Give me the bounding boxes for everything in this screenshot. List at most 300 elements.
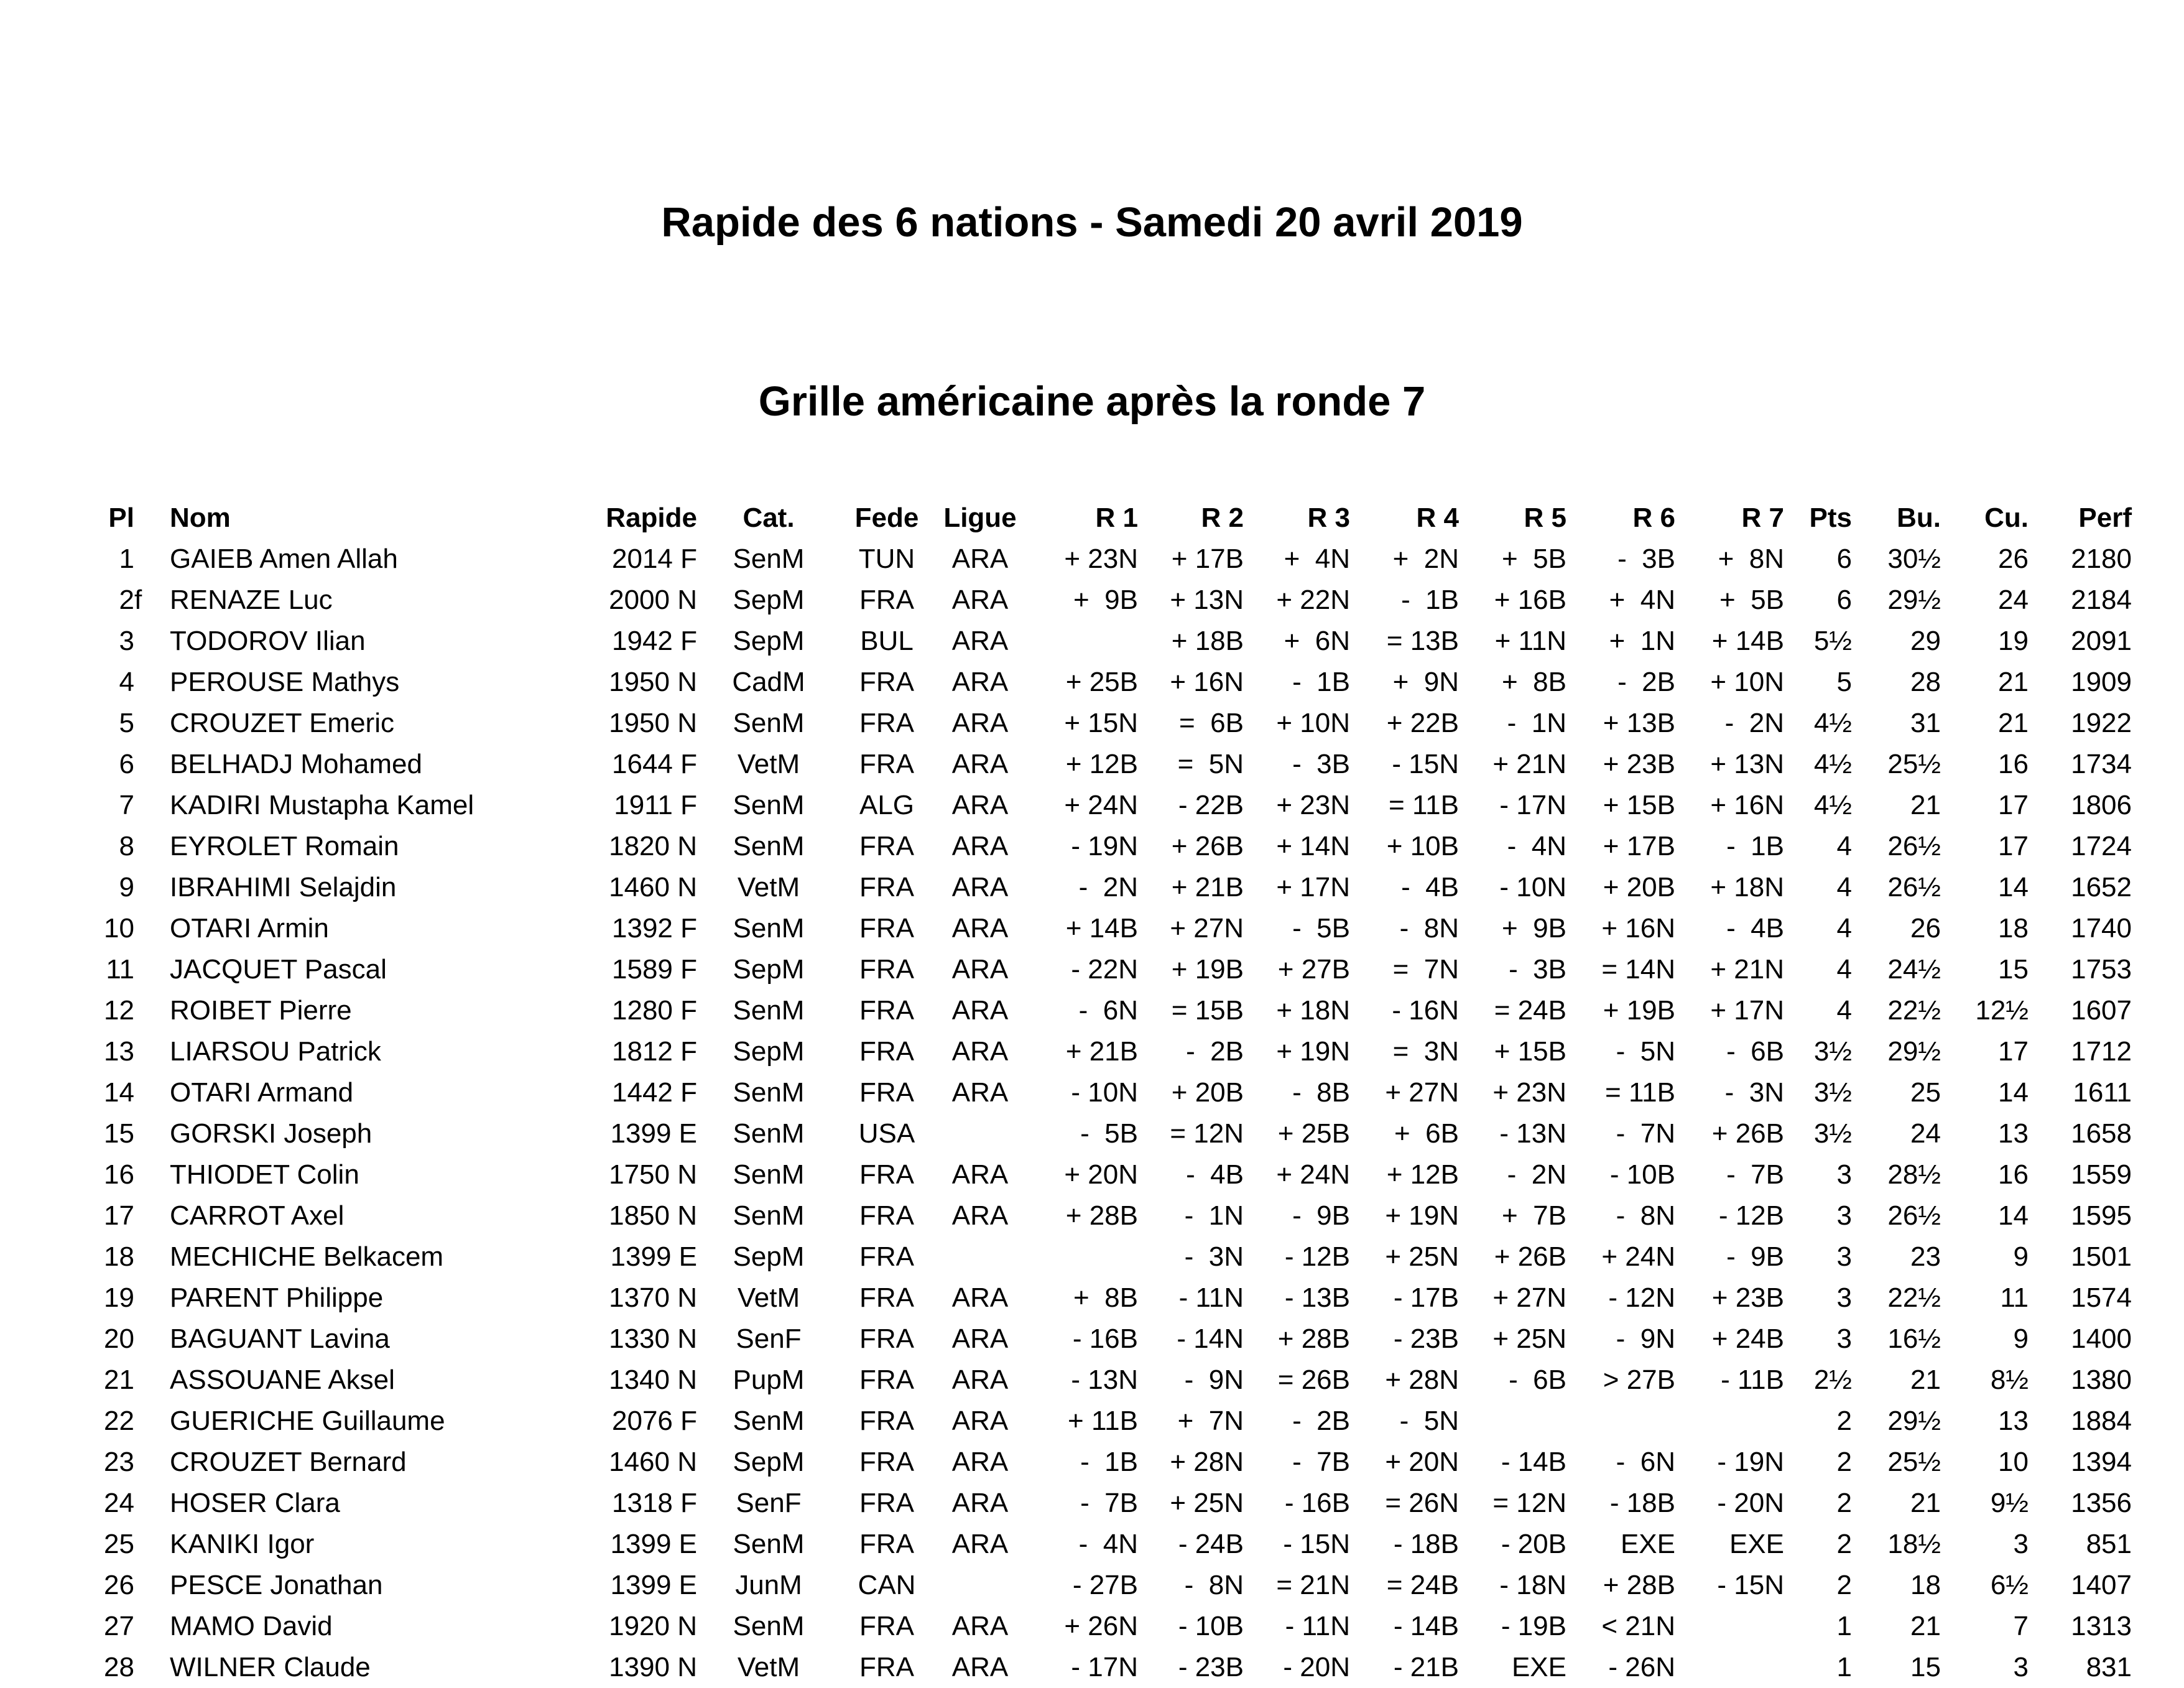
cumulative-cell: 10: [1998, 1447, 2029, 1477]
round-1-result-cell: + 26N: [1064, 1611, 1138, 1641]
buchholz-cell: 24½: [1887, 954, 1941, 985]
performance-cell: 1394: [2071, 1447, 2132, 1477]
round-6-result-cell: + 15B: [1603, 790, 1675, 820]
league-cell: ARA: [951, 1406, 1009, 1436]
round-1-result-cell: + 9B: [1073, 585, 1138, 615]
round-4-result-cell: - 16N: [1392, 995, 1459, 1026]
round-5-result-cell: + 11N: [1494, 626, 1566, 656]
player-name: JACQUET Pascal: [170, 954, 387, 985]
round-4-result-cell: = 26N: [1385, 1488, 1459, 1518]
federation-cell: FRA: [859, 1324, 914, 1354]
standings-table: [0, 498, 2132, 1688]
round-3-result-cell: - 13B: [1284, 1282, 1350, 1313]
federation-cell: BUL: [860, 626, 914, 656]
round-3-result-cell: = 26B: [1277, 1365, 1350, 1395]
performance-cell: 1313: [2071, 1611, 2132, 1641]
cumulative-cell: 9: [2013, 1241, 2029, 1272]
category-cell: VetM: [737, 1652, 800, 1682]
rating-cell: 2076 F: [612, 1406, 697, 1436]
federation-cell: FRA: [859, 954, 914, 985]
round-2-result-cell: + 13N: [1170, 585, 1244, 615]
league-cell: ARA: [951, 1200, 1009, 1231]
buchholz-cell: 21: [1910, 1611, 1941, 1641]
round-7-result-cell: + 26B: [1711, 1118, 1784, 1149]
points-cell: 2: [1836, 1406, 1852, 1436]
points-cell: 4: [1836, 995, 1852, 1026]
round-4-result-cell: = 11B: [1389, 790, 1459, 820]
buchholz-cell: 29½: [1887, 1406, 1941, 1436]
table-row: [0, 621, 2132, 662]
round-5-result-cell: + 26B: [1494, 1241, 1566, 1272]
round-3-result-cell: - 5B: [1292, 913, 1350, 944]
round-4-result-cell: = 13B: [1386, 626, 1459, 656]
round-6-result-cell: + 17B: [1603, 831, 1675, 861]
round-7-result-cell: [1675, 1401, 1784, 1442]
round-1-result-cell: + 12B: [1065, 749, 1138, 779]
points-cell: 2: [1836, 1488, 1852, 1518]
round-3-result-cell: - 16B: [1284, 1488, 1350, 1518]
round-4-result-cell: = 3N: [1392, 1036, 1459, 1067]
round-7-result-cell: - 2N: [1724, 708, 1784, 738]
cumulative-cell: 9: [2013, 1324, 2029, 1354]
cumulative-cell: 14: [1998, 1077, 2029, 1108]
place-cell: 24: [104, 1488, 134, 1518]
place-cell: 16: [104, 1159, 134, 1190]
points-cell: 3½: [1813, 1118, 1852, 1149]
title-flag-cell: [134, 1606, 170, 1647]
table-row: [0, 1195, 2132, 1236]
place-cell: 14: [104, 1077, 134, 1108]
table-row: [0, 1483, 2132, 1524]
performance-cell: 1574: [2071, 1282, 2132, 1313]
document-header: [0, 0, 2184, 491]
title-flag-cell: [134, 990, 170, 1031]
round-4-result-cell: - 1B: [1401, 585, 1459, 615]
league-cell: ARA: [951, 954, 1009, 985]
title-flag-cell: [134, 1195, 170, 1236]
round-7-result-cell: + 18N: [1710, 872, 1784, 902]
round-2-result-cell: - 22B: [1178, 790, 1244, 820]
player-name: LIARSOU Patrick: [170, 1036, 381, 1067]
title-flag-cell: [134, 1401, 170, 1442]
title-flag-cell: [134, 621, 170, 662]
buchholz-cell: 23: [1910, 1241, 1941, 1272]
round-2-result-cell: - 10B: [1178, 1611, 1244, 1641]
place-cell: 23: [104, 1447, 134, 1477]
table-row: [0, 785, 2132, 826]
round-7-result-cell: + 10N: [1710, 667, 1784, 697]
round-7-result-cell: + 8N: [1718, 544, 1784, 574]
round-7-result-cell: + 23B: [1711, 1282, 1784, 1313]
round-1-result-cell: - 17N: [1071, 1652, 1138, 1682]
col-header-buchholz: Bu.: [1897, 503, 1941, 533]
place-cell: 8: [119, 831, 134, 861]
round-6-result-cell: - 18B: [1609, 1488, 1675, 1518]
round-6-result-cell: - 26N: [1608, 1652, 1675, 1682]
federation-cell: FRA: [859, 872, 914, 902]
round-5-result-cell: + 15B: [1494, 1036, 1566, 1067]
buchholz-cell: 26½: [1887, 872, 1941, 902]
round-4-result-cell: = 24B: [1386, 1570, 1459, 1600]
round-6-result-cell: - 6N: [1616, 1447, 1675, 1477]
round-1-result-cell: - 5B: [1080, 1118, 1138, 1149]
player-name: TODOROV Ilian: [170, 626, 366, 656]
buchholz-cell: 24: [1910, 1118, 1941, 1149]
league-cell: ARA: [951, 585, 1009, 615]
round-5-result-cell: + 27N: [1492, 1282, 1566, 1313]
round-3-result-cell: + 22N: [1276, 585, 1350, 615]
round-3-result-cell: - 2B: [1292, 1406, 1350, 1436]
tournament-subtitle: Grille américaine après la ronde 7: [758, 378, 1426, 425]
rating-cell: 1330 N: [609, 1324, 697, 1354]
col-header-round-1: R 1: [1095, 503, 1138, 533]
player-name: PARENT Philippe: [170, 1282, 384, 1313]
round-3-result-cell: + 14N: [1276, 831, 1350, 861]
rating-cell: 1950 N: [609, 667, 697, 697]
cumulative-cell: 14: [1998, 872, 2029, 902]
round-2-result-cell: = 15B: [1171, 995, 1244, 1026]
points-cell: 5: [1836, 667, 1852, 697]
category-cell: SepM: [733, 1036, 805, 1067]
round-6-result-cell: + 16N: [1601, 913, 1675, 944]
buchholz-cell: 15: [1910, 1652, 1941, 1682]
place-cell: 27: [104, 1611, 134, 1641]
col-header-performance: Perf: [2078, 503, 2132, 533]
points-cell: 4½: [1813, 790, 1852, 820]
player-name: ASSOUANE Aksel: [170, 1365, 395, 1395]
performance-cell: 1734: [2071, 749, 2132, 779]
cumulative-cell: 7: [2013, 1611, 2029, 1641]
round-7-result-cell: [1675, 1647, 1784, 1688]
cumulative-cell: 12½: [1975, 995, 2029, 1026]
title-flag-cell: [134, 1278, 170, 1319]
cumulative-cell: 17: [1998, 1036, 2029, 1067]
title-flag-cell: [134, 908, 170, 949]
round-3-result-cell: - 12B: [1284, 1241, 1350, 1272]
federation-cell: FRA: [859, 1159, 914, 1190]
round-1-result-cell: - 10N: [1071, 1077, 1138, 1108]
col-header-round-3: R 3: [1307, 503, 1350, 533]
round-2-result-cell: - 23B: [1178, 1652, 1244, 1682]
round-7-result-cell: + 5B: [1719, 585, 1784, 615]
league-cell: [933, 1236, 1027, 1278]
player-name: GAIEB Amen Allah: [170, 544, 398, 574]
rating-cell: 1644 F: [612, 749, 697, 779]
federation-cell: FRA: [859, 1447, 914, 1477]
category-cell: SenM: [733, 1200, 805, 1231]
round-2-result-cell: - 1N: [1184, 1200, 1244, 1231]
col-header-federation: Fede: [854, 503, 919, 533]
round-3-result-cell: + 18N: [1276, 995, 1350, 1026]
title-flag-cell: [134, 1031, 170, 1072]
round-5-result-cell: + 25N: [1492, 1324, 1566, 1354]
federation-cell: FRA: [859, 831, 914, 861]
title-flag-cell: [134, 867, 170, 908]
league-cell: ARA: [951, 1529, 1009, 1559]
category-cell: PupM: [733, 1365, 805, 1395]
performance-cell: 1753: [2071, 954, 2132, 985]
place-cell: 6: [119, 749, 134, 779]
round-3-result-cell: + 4N: [1284, 544, 1350, 574]
player-name: PEROUSE Mathys: [170, 667, 400, 697]
round-4-result-cell: + 28N: [1385, 1365, 1459, 1395]
round-6-result-cell: = 11B: [1605, 1077, 1675, 1108]
round-4-result-cell: - 23B: [1393, 1324, 1459, 1354]
points-cell: 4: [1836, 872, 1852, 902]
place-cell: 17: [104, 1200, 134, 1231]
points-cell: 5½: [1813, 626, 1852, 656]
title-flag-cell: [134, 1647, 170, 1688]
round-4-result-cell: + 25N: [1385, 1241, 1459, 1272]
buchholz-cell: 18: [1910, 1570, 1941, 1600]
category-cell: SenM: [733, 1118, 805, 1149]
performance-cell: 2180: [2071, 544, 2132, 574]
points-cell: 1: [1836, 1611, 1852, 1641]
rating-cell: 1460 N: [609, 872, 697, 902]
category-cell: SenF: [736, 1324, 802, 1354]
round-5-result-cell: - 2N: [1507, 1159, 1566, 1190]
federation-cell: FRA: [859, 667, 914, 697]
title-flag-cell: [134, 1360, 170, 1401]
cumulative-cell: 3: [2013, 1652, 2029, 1682]
round-3-result-cell: = 21N: [1276, 1570, 1350, 1600]
federation-cell: FRA: [859, 1529, 914, 1559]
round-7-result-cell: - 6B: [1726, 1036, 1784, 1067]
round-5-result-cell: - 10N: [1499, 872, 1566, 902]
cumulative-cell: 16: [1998, 749, 2029, 779]
round-1-result-cell: - 27B: [1072, 1570, 1138, 1600]
cumulative-cell: 9½: [1990, 1488, 2029, 1518]
category-cell: VetM: [737, 749, 800, 779]
round-5-result-cell: = 24B: [1494, 995, 1566, 1026]
rating-cell: 1850 N: [609, 1200, 697, 1231]
place-cell: 28: [104, 1652, 134, 1682]
title-flag-cell: [134, 1154, 170, 1195]
points-cell: 6: [1836, 544, 1852, 574]
place-cell: 21: [104, 1365, 134, 1395]
performance-cell: 1407: [2071, 1570, 2132, 1600]
player-name: RENAZE Luc: [170, 585, 333, 615]
place-cell: 3: [119, 626, 134, 656]
round-4-result-cell: - 5N: [1399, 1406, 1459, 1436]
performance-cell: 1724: [2071, 831, 2132, 861]
title-flag-cell: [134, 1442, 170, 1483]
place-cell: 10: [104, 913, 134, 944]
round-1-result-cell: - 16B: [1072, 1324, 1138, 1354]
round-1-result-cell: + 21B: [1065, 1036, 1138, 1067]
round-5-result-cell: = 12N: [1492, 1488, 1566, 1518]
round-6-result-cell: - 5N: [1616, 1036, 1675, 1067]
round-1-result-cell: - 13N: [1071, 1365, 1138, 1395]
performance-cell: 851: [2086, 1529, 2132, 1559]
round-3-result-cell: + 17N: [1276, 872, 1350, 902]
round-5-result-cell: - 19B: [1501, 1611, 1566, 1641]
round-7-result-cell: [1675, 1606, 1784, 1647]
title-flag-cell: [134, 1319, 170, 1360]
table-row: [0, 1360, 2132, 1401]
rating-cell: 2014 F: [612, 544, 697, 574]
performance-cell: 1611: [2073, 1077, 2132, 1108]
table-row: [0, 1319, 2132, 1360]
round-5-result-cell: - 13N: [1499, 1118, 1566, 1149]
points-cell: 3½: [1813, 1036, 1852, 1067]
round-6-result-cell: > 27B: [1603, 1365, 1675, 1395]
round-3-result-cell: + 27B: [1277, 954, 1350, 985]
table-row: [0, 662, 2132, 703]
federation-cell: FRA: [859, 708, 914, 738]
buchholz-cell: 29: [1910, 626, 1941, 656]
buchholz-cell: 30½: [1887, 544, 1941, 574]
round-5-result-cell: + 8B: [1502, 667, 1566, 697]
rating-cell: 1942 F: [612, 626, 697, 656]
round-1-result-cell: + 8B: [1073, 1282, 1138, 1313]
round-7-result-cell: - 11B: [1721, 1365, 1784, 1395]
round-6-result-cell: + 24N: [1601, 1241, 1675, 1272]
round-1-result-cell: - 6N: [1078, 995, 1138, 1026]
round-7-result-cell: - 19N: [1717, 1447, 1784, 1477]
performance-cell: 1884: [2071, 1406, 2132, 1436]
performance-cell: 831: [2086, 1652, 2132, 1682]
category-cell: SenM: [733, 1077, 805, 1108]
round-6-result-cell: + 13B: [1603, 708, 1675, 738]
round-1-result-cell: - 19N: [1071, 831, 1138, 861]
league-cell: ARA: [951, 1447, 1009, 1477]
rating-cell: 1280 F: [612, 995, 697, 1026]
round-4-result-cell: + 19N: [1385, 1200, 1459, 1231]
federation-cell: FRA: [859, 1241, 914, 1272]
round-1-result-cell: - 4N: [1078, 1529, 1138, 1559]
buchholz-cell: 25½: [1887, 1447, 1941, 1477]
title-flag-cell: [134, 949, 170, 990]
player-name: MECHICHE Belkacem: [170, 1241, 444, 1272]
federation-cell: TUN: [858, 544, 915, 574]
rating-cell: 2000 N: [609, 585, 697, 615]
round-3-result-cell: + 23N: [1276, 790, 1350, 820]
round-4-result-cell: + 2N: [1392, 544, 1459, 574]
round-2-result-cell: - 11N: [1178, 1282, 1244, 1313]
title-flag-cell: [134, 662, 170, 703]
cumulative-cell: 17: [1998, 790, 2029, 820]
round-3-result-cell: - 3B: [1292, 749, 1350, 779]
title-flag-cell: [134, 1565, 170, 1606]
table-row: [0, 1236, 2132, 1278]
round-4-result-cell: + 12B: [1386, 1159, 1459, 1190]
round-2-result-cell: = 6B: [1179, 708, 1244, 738]
col-header-name: Nom: [170, 503, 231, 533]
round-4-result-cell: + 27N: [1385, 1077, 1459, 1108]
round-7-result-cell: - 7B: [1726, 1159, 1784, 1190]
round-6-result-cell: + 28B: [1603, 1570, 1675, 1600]
round-3-result-cell: + 19N: [1276, 1036, 1350, 1067]
round-4-result-cell: - 21B: [1393, 1652, 1459, 1682]
col-header-rating: Rapide: [606, 503, 697, 533]
round-5-result-cell: - 3B: [1509, 954, 1566, 985]
round-7-result-cell: + 13N: [1710, 749, 1784, 779]
round-6-result-cell: + 4N: [1609, 585, 1675, 615]
round-3-result-cell: - 8B: [1292, 1077, 1350, 1108]
category-cell: SenF: [736, 1488, 802, 1518]
round-6-result-cell: < 21N: [1601, 1611, 1675, 1641]
table-row: [0, 1606, 2132, 1647]
federation-cell: FRA: [859, 1365, 914, 1395]
table-row: [0, 539, 2132, 580]
cumulative-cell: 21: [1998, 667, 2029, 697]
place-cell: 13: [104, 1036, 134, 1067]
league-cell: ARA: [951, 544, 1009, 574]
federation-cell: FRA: [859, 1282, 914, 1313]
round-4-result-cell: + 22B: [1386, 708, 1459, 738]
round-4-result-cell: - 4B: [1401, 872, 1459, 902]
league-cell: ARA: [951, 1324, 1009, 1354]
player-name: EYROLET Romain: [170, 831, 399, 861]
league-cell: ARA: [951, 1036, 1009, 1067]
round-6-result-cell: + 23B: [1603, 749, 1675, 779]
performance-cell: 1806: [2071, 790, 2132, 820]
league-cell: ARA: [951, 626, 1009, 656]
league-cell: ARA: [951, 1488, 1009, 1518]
col-header-title-flag: [134, 498, 170, 539]
round-3-result-cell: - 11N: [1285, 1611, 1350, 1641]
cumulative-cell: 13: [1998, 1406, 2029, 1436]
place-cell: 4: [119, 667, 134, 697]
round-1-result-cell: + 11B: [1068, 1406, 1138, 1436]
category-cell: SepM: [733, 626, 805, 656]
cumulative-cell: 19: [1998, 626, 2029, 656]
round-3-result-cell: + 25B: [1277, 1118, 1350, 1149]
round-5-result-cell: - 6B: [1509, 1365, 1566, 1395]
round-2-result-cell: = 5N: [1177, 749, 1244, 779]
table-row: [0, 949, 2132, 990]
performance-cell: 1559: [2071, 1159, 2132, 1190]
points-cell: 2: [1836, 1570, 1852, 1600]
rating-cell: 1399 E: [610, 1570, 697, 1600]
title-flag-cell: [134, 744, 170, 785]
player-name: CROUZET Bernard: [170, 1447, 407, 1477]
place-cell: 7: [119, 790, 134, 820]
league-cell: [933, 1113, 1027, 1154]
round-2-result-cell: + 28N: [1170, 1447, 1244, 1477]
round-6-result-cell: - 8N: [1616, 1200, 1675, 1231]
round-6-result-cell: = 14N: [1601, 954, 1675, 985]
round-7-result-cell: + 24B: [1711, 1324, 1784, 1354]
rating-cell: 1392 F: [612, 913, 697, 944]
round-6-result-cell: - 9N: [1616, 1324, 1675, 1354]
player-name: WILNER Claude: [170, 1652, 371, 1682]
player-name: PESCE Jonathan: [170, 1570, 383, 1600]
performance-cell: 1595: [2071, 1200, 2132, 1231]
title-flag-cell: [134, 826, 170, 867]
cumulative-cell: 16: [1998, 1159, 2029, 1190]
round-1-result-cell: [1027, 621, 1138, 662]
buchholz-cell: 29½: [1887, 1036, 1941, 1067]
round-2-result-cell: - 3N: [1184, 1241, 1244, 1272]
place-cell: 12: [104, 995, 134, 1026]
player-name: ROIBET Pierre: [170, 995, 352, 1026]
round-1-result-cell: - 2N: [1078, 872, 1138, 902]
points-cell: 3: [1836, 1159, 1852, 1190]
category-cell: SenM: [733, 1406, 805, 1436]
table-row: [0, 1072, 2132, 1113]
rating-cell: 1920 N: [609, 1611, 697, 1641]
points-cell: 2½: [1813, 1365, 1852, 1395]
player-name: GUERICHE Guillaume: [170, 1406, 445, 1436]
cumulative-cell: 3: [2013, 1529, 2029, 1559]
league-cell: [933, 1565, 1027, 1606]
round-1-result-cell: + 25B: [1065, 667, 1138, 697]
round-1-result-cell: + 28B: [1065, 1200, 1138, 1231]
round-2-result-cell: + 25N: [1170, 1488, 1244, 1518]
category-cell: SenM: [733, 544, 805, 574]
